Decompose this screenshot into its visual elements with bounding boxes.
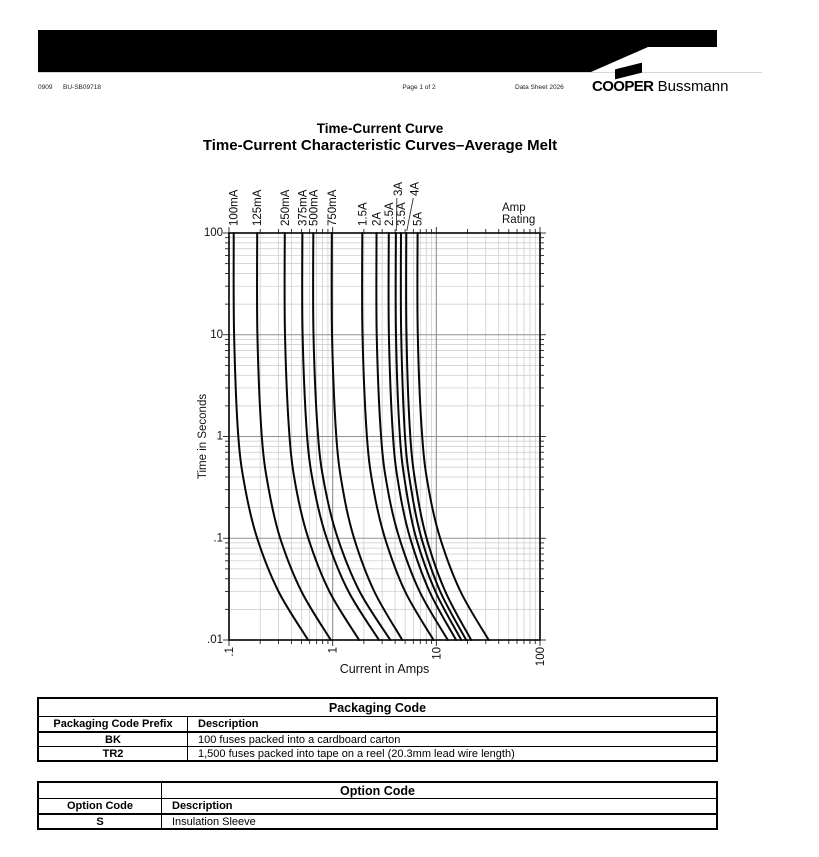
page-number-label: Page 1 of 2	[402, 84, 436, 91]
curve-label-3.5A: 3.5A	[395, 202, 408, 226]
x-tick-label: .1	[224, 647, 236, 657]
table-title-row	[39, 699, 716, 716]
table-row	[39, 746, 716, 760]
curve-label-500mA: 500mA	[308, 189, 321, 226]
table-header-row	[39, 798, 716, 813]
chart-title: Time-Current Curve	[316, 121, 444, 136]
curve-label-2.5A: 2.5A	[383, 202, 396, 226]
table-row	[39, 731, 716, 746]
y-axis-title: Time in Seconds	[197, 393, 209, 480]
curve-label-2A: 2A	[371, 211, 384, 226]
doc-code: BU-SB09718	[63, 84, 101, 91]
y-tick-label: 10	[210, 328, 223, 341]
column-header-description: Description	[187, 717, 716, 731]
amp-rating-label: Amp	[502, 202, 526, 214]
y-tick-label: 1	[216, 430, 223, 443]
column-header-prefix: Packaging Code Prefix	[53, 718, 173, 730]
packaging-table-title: Packaging Code	[328, 700, 427, 715]
cell-option-code: S	[96, 815, 104, 828]
cell-description: 100 fuses packed into a cardboard carton	[187, 733, 716, 746]
packaging-code-table	[37, 697, 718, 762]
curve-label-750mA: 750mA	[326, 189, 339, 226]
brand-name-cooper: COOPER	[592, 78, 654, 95]
column-divider	[161, 783, 162, 798]
y-tick-label: .1	[213, 532, 223, 545]
x-tick-label: 10	[431, 647, 444, 660]
cell-prefix: TR2	[102, 747, 124, 760]
data-sheet-label: Data Sheet 2026	[515, 84, 564, 91]
column-header-option-code: Option Code	[67, 800, 133, 812]
curve-label-1.5A: 1.5A	[357, 202, 370, 226]
curve-label-100mA: 100mA	[228, 189, 241, 226]
table-row	[39, 813, 716, 828]
cell-prefix: BK	[105, 733, 121, 746]
curve-label-250mA: 250mA	[279, 189, 292, 226]
option-code-table	[37, 781, 718, 830]
curve-label-375mA: 375mA	[297, 189, 310, 226]
amp-rating-label: Rating	[502, 214, 536, 226]
option-table-title: Option Code	[340, 783, 415, 798]
table-title-row	[39, 783, 716, 798]
x-tick-label: 1	[327, 647, 340, 654]
curve-label-125mA: 125mA	[252, 189, 265, 226]
curve-label-4A: 4A	[409, 181, 422, 196]
y-tick-label: .01	[207, 634, 223, 646]
cell-description: Insulation Sleeve	[161, 815, 716, 828]
curve-label-3A: 3A	[392, 181, 405, 196]
doc-number: 0909	[38, 84, 53, 91]
column-header-description: Description	[161, 799, 716, 813]
x-tick-label: 100	[535, 647, 547, 667]
chart-subtitle: Time-Current Characteristic Curves–Average Melt	[202, 137, 558, 154]
x-axis-title: Current in Amps	[339, 662, 430, 676]
brand-name-bussmann: Bussmann	[657, 78, 729, 95]
y-tick-label: 100	[203, 227, 223, 239]
table-header-row	[39, 716, 716, 731]
cell-description: 1,500 fuses packed into tape on a reel (20.3mm lead wire length)	[187, 747, 716, 760]
curve-label-5A: 5A	[412, 211, 425, 226]
